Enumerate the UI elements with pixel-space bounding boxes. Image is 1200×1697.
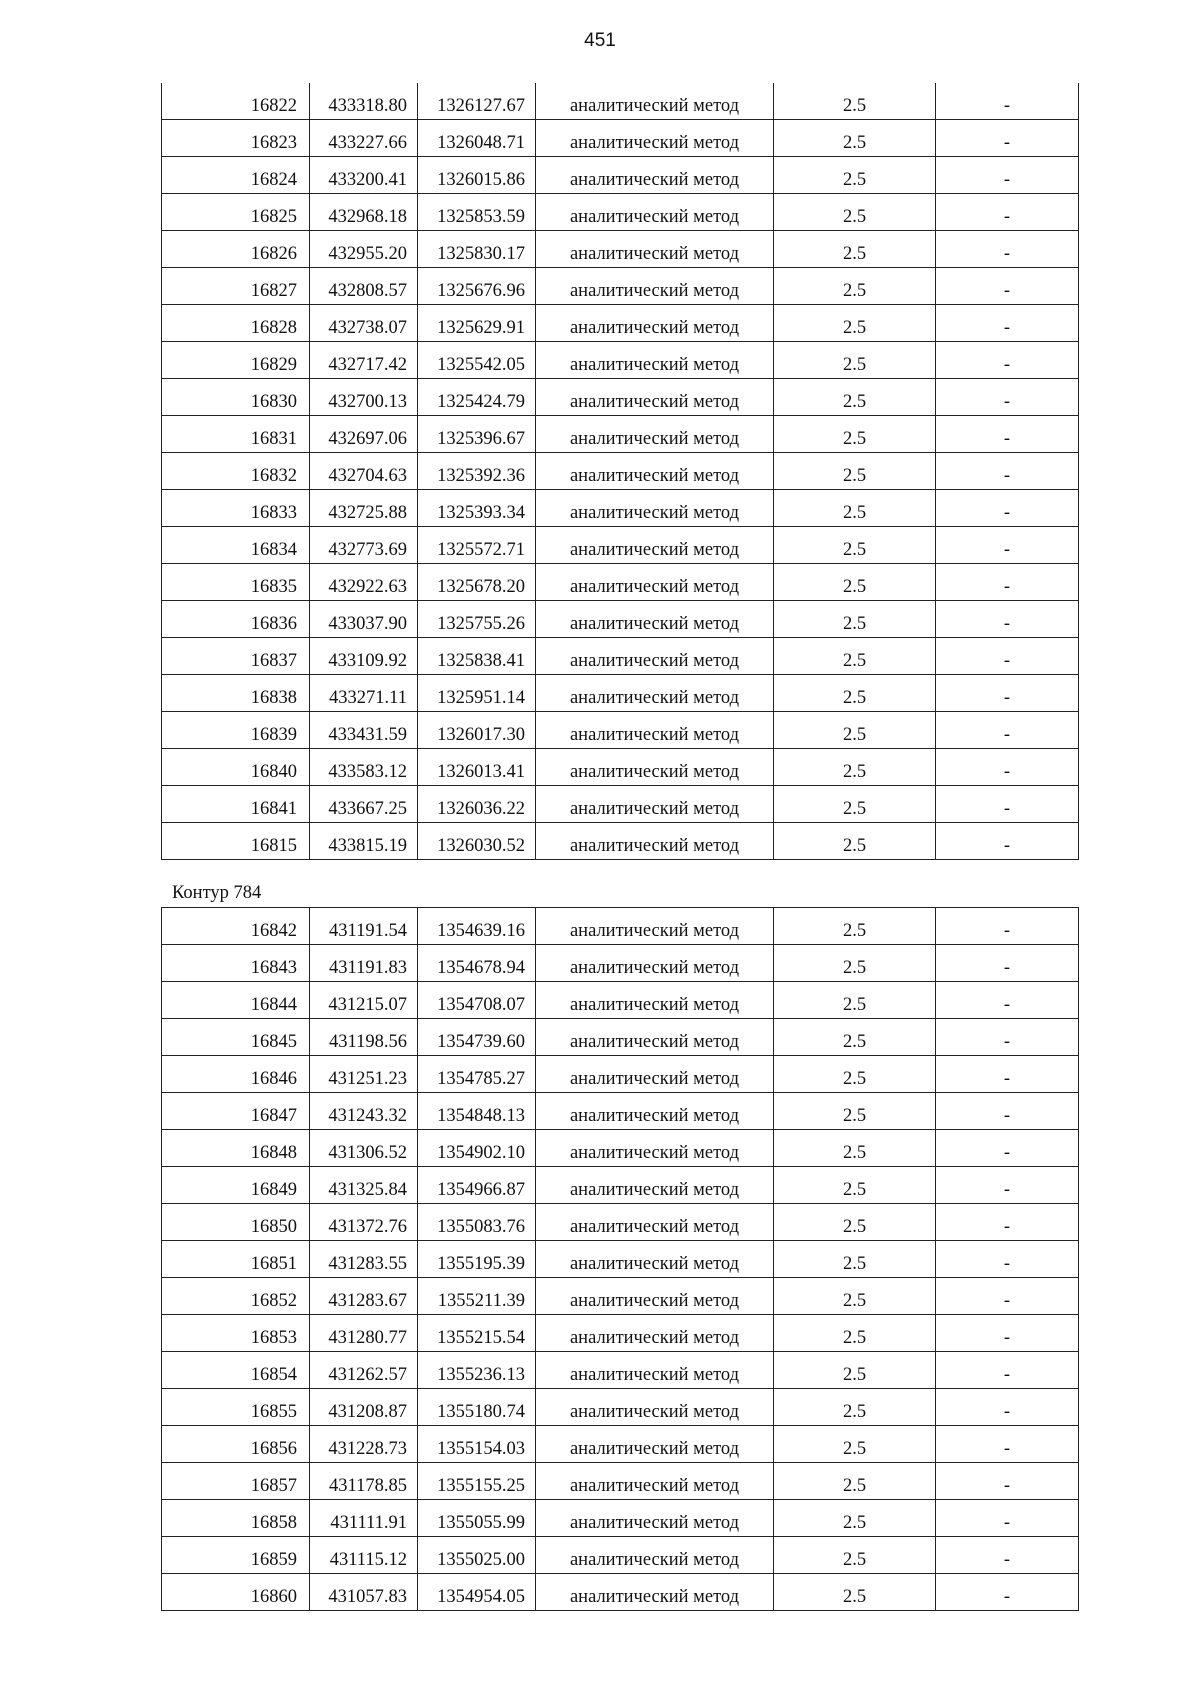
coord-x-cell: 431215.07 <box>310 982 418 1019</box>
table-row <box>162 268 1079 305</box>
note-cell: - <box>936 1241 1079 1278</box>
point-number-cell: 16842 <box>162 908 310 945</box>
method-cell: аналитический метод <box>536 231 774 268</box>
point-number-cell: 16815 <box>162 823 310 860</box>
point-number-cell: 16836 <box>162 601 310 638</box>
accuracy-cell: 2.5 <box>774 564 936 601</box>
coord-y-cell: 1355195.39 <box>418 1241 536 1278</box>
table-row <box>162 1019 1079 1056</box>
coord-y-cell: 1354848.13 <box>418 1093 536 1130</box>
point-number-cell: 16845 <box>162 1019 310 1056</box>
point-number-cell: 16841 <box>162 786 310 823</box>
coord-x-cell: 432922.63 <box>310 564 418 601</box>
point-number-cell: 16823 <box>162 120 310 157</box>
accuracy-cell: 2.5 <box>774 601 936 638</box>
table-row <box>162 601 1079 638</box>
table-row <box>162 305 1079 342</box>
coord-x-cell: 433200.41 <box>310 157 418 194</box>
note-cell: - <box>936 342 1079 379</box>
note-cell: - <box>936 83 1079 120</box>
page-number: 451 <box>584 30 616 51</box>
accuracy-cell: 2.5 <box>774 749 936 786</box>
accuracy-cell: 2.5 <box>774 1537 936 1574</box>
coord-y-cell: 1325392.36 <box>418 453 536 490</box>
note-cell: - <box>936 453 1079 490</box>
coord-x-cell: 431262.57 <box>310 1352 418 1389</box>
accuracy-cell: 2.5 <box>774 453 936 490</box>
coord-x-cell: 432704.63 <box>310 453 418 490</box>
method-cell: аналитический метод <box>536 1093 774 1130</box>
accuracy-cell: 2.5 <box>774 194 936 231</box>
accuracy-cell: 2.5 <box>774 945 936 982</box>
coord-x-cell: 432968.18 <box>310 194 418 231</box>
point-number-cell: 16853 <box>162 1315 310 1352</box>
accuracy-cell: 2.5 <box>774 712 936 749</box>
coord-y-cell: 1355083.76 <box>418 1204 536 1241</box>
method-cell: аналитический метод <box>536 638 774 675</box>
note-cell: - <box>936 786 1079 823</box>
accuracy-cell: 2.5 <box>774 379 936 416</box>
method-cell: аналитический метод <box>536 712 774 749</box>
note-cell: - <box>936 564 1079 601</box>
point-number-cell: 16832 <box>162 453 310 490</box>
coord-y-cell: 1326030.52 <box>418 823 536 860</box>
coord-x-cell: 433583.12 <box>310 749 418 786</box>
coord-x-cell: 431115.12 <box>310 1537 418 1574</box>
coord-y-cell: 1325853.59 <box>418 194 536 231</box>
coord-x-cell: 432955.20 <box>310 231 418 268</box>
point-number-cell: 16848 <box>162 1130 310 1167</box>
note-cell: - <box>936 908 1079 945</box>
accuracy-cell: 2.5 <box>774 1315 936 1352</box>
coord-y-cell: 1325951.14 <box>418 675 536 712</box>
coord-x-cell: 431208.87 <box>310 1389 418 1426</box>
accuracy-cell: 2.5 <box>774 982 936 1019</box>
method-cell: аналитический метод <box>536 1500 774 1537</box>
point-number-cell: 16847 <box>162 1093 310 1130</box>
accuracy-cell: 2.5 <box>774 416 936 453</box>
method-cell: аналитический метод <box>536 305 774 342</box>
coordinates-table-2 <box>161 907 1079 1611</box>
note-cell: - <box>936 1500 1079 1537</box>
accuracy-cell: 2.5 <box>774 1500 936 1537</box>
table-row <box>162 1315 1079 1352</box>
method-cell: аналитический метод <box>536 1130 774 1167</box>
accuracy-cell: 2.5 <box>774 1463 936 1500</box>
accuracy-cell: 2.5 <box>774 908 936 945</box>
table-row <box>162 1537 1079 1574</box>
note-cell: - <box>936 527 1079 564</box>
table-row <box>162 83 1079 120</box>
coord-y-cell: 1325755.26 <box>418 601 536 638</box>
table-row <box>162 823 1079 860</box>
coord-x-cell: 431198.56 <box>310 1019 418 1056</box>
coord-x-cell: 431325.84 <box>310 1167 418 1204</box>
note-cell: - <box>936 231 1079 268</box>
table-row <box>162 1167 1079 1204</box>
accuracy-cell: 2.5 <box>774 1167 936 1204</box>
table-row <box>162 749 1079 786</box>
coord-y-cell: 1326015.86 <box>418 157 536 194</box>
coord-x-cell: 431111.91 <box>310 1500 418 1537</box>
table-row <box>162 638 1079 675</box>
table-row <box>162 908 1079 945</box>
accuracy-cell: 2.5 <box>774 1389 936 1426</box>
note-cell: - <box>936 379 1079 416</box>
coord-y-cell: 1325396.67 <box>418 416 536 453</box>
accuracy-cell: 2.5 <box>774 231 936 268</box>
method-cell: аналитический метод <box>536 564 774 601</box>
coordinates-table-1 <box>161 83 1079 860</box>
coord-x-cell: 432697.06 <box>310 416 418 453</box>
coord-y-cell: 1355215.54 <box>418 1315 536 1352</box>
accuracy-cell: 2.5 <box>774 1574 936 1611</box>
accuracy-cell: 2.5 <box>774 120 936 157</box>
table-row <box>162 1463 1079 1500</box>
coord-y-cell: 1355055.99 <box>418 1500 536 1537</box>
table-row <box>162 120 1079 157</box>
note-cell: - <box>936 675 1079 712</box>
method-cell: аналитический метод <box>536 1204 774 1241</box>
point-number-cell: 16852 <box>162 1278 310 1315</box>
table-row <box>162 157 1079 194</box>
accuracy-cell: 2.5 <box>774 157 936 194</box>
table-row <box>162 1278 1079 1315</box>
method-cell: аналитический метод <box>536 268 774 305</box>
coord-x-cell: 431306.52 <box>310 1130 418 1167</box>
note-cell: - <box>936 1019 1079 1056</box>
table-row <box>162 379 1079 416</box>
accuracy-cell: 2.5 <box>774 675 936 712</box>
coord-x-cell: 432717.42 <box>310 342 418 379</box>
accuracy-cell: 2.5 <box>774 83 936 120</box>
coord-y-cell: 1325572.71 <box>418 527 536 564</box>
coord-x-cell: 433227.66 <box>310 120 418 157</box>
note-cell: - <box>936 1389 1079 1426</box>
coord-y-cell: 1354785.27 <box>418 1056 536 1093</box>
coord-x-cell: 432700.13 <box>310 379 418 416</box>
note-cell: - <box>936 1315 1079 1352</box>
note-cell: - <box>936 601 1079 638</box>
note-cell: - <box>936 749 1079 786</box>
note-cell: - <box>936 157 1079 194</box>
note-cell: - <box>936 1463 1079 1500</box>
point-number-cell: 16828 <box>162 305 310 342</box>
coord-x-cell: 431251.23 <box>310 1056 418 1093</box>
table-row <box>162 945 1079 982</box>
coord-y-cell: 1325424.79 <box>418 379 536 416</box>
note-cell: - <box>936 1426 1079 1463</box>
table-row <box>162 1130 1079 1167</box>
note-cell: - <box>936 1537 1079 1574</box>
method-cell: аналитический метод <box>536 786 774 823</box>
coord-y-cell: 1354708.07 <box>418 982 536 1019</box>
note-cell: - <box>936 1352 1079 1389</box>
method-cell: аналитический метод <box>536 675 774 712</box>
point-number-cell: 16835 <box>162 564 310 601</box>
coord-y-cell: 1355025.00 <box>418 1537 536 1574</box>
method-cell: аналитический метод <box>536 908 774 945</box>
point-number-cell: 16857 <box>162 1463 310 1500</box>
coord-x-cell: 432773.69 <box>310 527 418 564</box>
coord-x-cell: 433271.11 <box>310 675 418 712</box>
note-cell: - <box>936 823 1079 860</box>
accuracy-cell: 2.5 <box>774 527 936 564</box>
coord-y-cell: 1326017.30 <box>418 712 536 749</box>
point-number-cell: 16827 <box>162 268 310 305</box>
method-cell: аналитический метод <box>536 1537 774 1574</box>
coord-y-cell: 1326013.41 <box>418 749 536 786</box>
point-number-cell: 16824 <box>162 157 310 194</box>
note-cell: - <box>936 120 1079 157</box>
note-cell: - <box>936 268 1079 305</box>
table-row <box>162 453 1079 490</box>
method-cell: аналитический метод <box>536 120 774 157</box>
coord-y-cell: 1325393.34 <box>418 490 536 527</box>
method-cell: аналитический метод <box>536 157 774 194</box>
table-row <box>162 1389 1079 1426</box>
method-cell: аналитический метод <box>536 1426 774 1463</box>
accuracy-cell: 2.5 <box>774 342 936 379</box>
note-cell: - <box>936 945 1079 982</box>
point-number-cell: 16851 <box>162 1241 310 1278</box>
coord-y-cell: 1354639.16 <box>418 908 536 945</box>
method-cell: аналитический метод <box>536 1315 774 1352</box>
coord-y-cell: 1326048.71 <box>418 120 536 157</box>
point-number-cell: 16856 <box>162 1426 310 1463</box>
coord-x-cell: 433318.80 <box>310 83 418 120</box>
accuracy-cell: 2.5 <box>774 1130 936 1167</box>
table-row <box>162 231 1079 268</box>
point-number-cell: 16833 <box>162 490 310 527</box>
accuracy-cell: 2.5 <box>774 823 936 860</box>
coord-y-cell: 1325830.17 <box>418 231 536 268</box>
note-cell: - <box>936 638 1079 675</box>
method-cell: аналитический метод <box>536 1019 774 1056</box>
coord-y-cell: 1325838.41 <box>418 638 536 675</box>
coord-x-cell: 431057.83 <box>310 1574 418 1611</box>
point-number-cell: 16838 <box>162 675 310 712</box>
coord-x-cell: 432738.07 <box>310 305 418 342</box>
coord-x-cell: 433431.59 <box>310 712 418 749</box>
table-row <box>162 342 1079 379</box>
coord-x-cell: 431228.73 <box>310 1426 418 1463</box>
method-cell: аналитический метод <box>536 1574 774 1611</box>
method-cell: аналитический метод <box>536 490 774 527</box>
point-number-cell: 16837 <box>162 638 310 675</box>
coord-y-cell: 1354966.87 <box>418 1167 536 1204</box>
method-cell: аналитический метод <box>536 1352 774 1389</box>
point-number-cell: 16844 <box>162 982 310 1019</box>
point-number-cell: 16860 <box>162 1574 310 1611</box>
method-cell: аналитический метод <box>536 1241 774 1278</box>
coord-y-cell: 1354954.05 <box>418 1574 536 1611</box>
table-row <box>162 712 1079 749</box>
point-number-cell: 16846 <box>162 1056 310 1093</box>
table-row <box>162 1204 1079 1241</box>
note-cell: - <box>936 1278 1079 1315</box>
table-row <box>162 1093 1079 1130</box>
point-number-cell: 16843 <box>162 945 310 982</box>
table-row <box>162 1352 1079 1389</box>
coord-y-cell: 1354678.94 <box>418 945 536 982</box>
coord-y-cell: 1325676.96 <box>418 268 536 305</box>
point-number-cell: 16859 <box>162 1537 310 1574</box>
note-cell: - <box>936 712 1079 749</box>
accuracy-cell: 2.5 <box>774 305 936 342</box>
method-cell: аналитический метод <box>536 527 774 564</box>
coord-y-cell: 1354902.10 <box>418 1130 536 1167</box>
accuracy-cell: 2.5 <box>774 638 936 675</box>
method-cell: аналитический метод <box>536 823 774 860</box>
method-cell: аналитический метод <box>536 945 774 982</box>
coord-x-cell: 431280.77 <box>310 1315 418 1352</box>
method-cell: аналитический метод <box>536 194 774 231</box>
point-number-cell: 16829 <box>162 342 310 379</box>
table-row <box>162 490 1079 527</box>
note-cell: - <box>936 194 1079 231</box>
accuracy-cell: 2.5 <box>774 1426 936 1463</box>
point-number-cell: 16831 <box>162 416 310 453</box>
point-number-cell: 16855 <box>162 1389 310 1426</box>
table-row <box>162 982 1079 1019</box>
accuracy-cell: 2.5 <box>774 1278 936 1315</box>
coord-x-cell: 431283.55 <box>310 1241 418 1278</box>
coord-x-cell: 431191.54 <box>310 908 418 945</box>
method-cell: аналитический метод <box>536 83 774 120</box>
accuracy-cell: 2.5 <box>774 1204 936 1241</box>
coord-y-cell: 1355236.13 <box>418 1352 536 1389</box>
coord-y-cell: 1355211.39 <box>418 1278 536 1315</box>
table-row <box>162 1574 1079 1611</box>
coord-y-cell: 1325629.91 <box>418 305 536 342</box>
coord-x-cell: 431372.76 <box>310 1204 418 1241</box>
accuracy-cell: 2.5 <box>774 1019 936 1056</box>
table-row <box>162 675 1079 712</box>
method-cell: аналитический метод <box>536 379 774 416</box>
table-row <box>162 1241 1079 1278</box>
coord-x-cell: 431243.32 <box>310 1093 418 1130</box>
method-cell: аналитический метод <box>536 342 774 379</box>
point-number-cell: 16830 <box>162 379 310 416</box>
method-cell: аналитический метод <box>536 453 774 490</box>
method-cell: аналитический метод <box>536 1463 774 1500</box>
coord-x-cell: 431191.83 <box>310 945 418 982</box>
note-cell: - <box>936 305 1079 342</box>
contour-label: Контур 784 <box>172 883 262 903</box>
method-cell: аналитический метод <box>536 1389 774 1426</box>
table-row <box>162 416 1079 453</box>
coord-x-cell: 432808.57 <box>310 268 418 305</box>
point-number-cell: 16849 <box>162 1167 310 1204</box>
method-cell: аналитический метод <box>536 1167 774 1204</box>
note-cell: - <box>936 490 1079 527</box>
note-cell: - <box>936 1093 1079 1130</box>
table-row <box>162 1426 1079 1463</box>
method-cell: аналитический метод <box>536 416 774 453</box>
note-cell: - <box>936 1574 1079 1611</box>
accuracy-cell: 2.5 <box>774 268 936 305</box>
note-cell: - <box>936 1167 1079 1204</box>
coord-x-cell: 433815.19 <box>310 823 418 860</box>
note-cell: - <box>936 1056 1079 1093</box>
note-cell: - <box>936 982 1079 1019</box>
note-cell: - <box>936 416 1079 453</box>
point-number-cell: 16822 <box>162 83 310 120</box>
method-cell: аналитический метод <box>536 982 774 1019</box>
point-number-cell: 16854 <box>162 1352 310 1389</box>
point-number-cell: 16826 <box>162 231 310 268</box>
accuracy-cell: 2.5 <box>774 1241 936 1278</box>
point-number-cell: 16858 <box>162 1500 310 1537</box>
coord-x-cell: 433667.25 <box>310 786 418 823</box>
method-cell: аналитический метод <box>536 1056 774 1093</box>
method-cell: аналитический метод <box>536 749 774 786</box>
point-number-cell: 16840 <box>162 749 310 786</box>
point-number-cell: 16850 <box>162 1204 310 1241</box>
coord-x-cell: 433037.90 <box>310 601 418 638</box>
coord-y-cell: 1355154.03 <box>418 1426 536 1463</box>
coord-x-cell: 431283.67 <box>310 1278 418 1315</box>
table-row <box>162 527 1079 564</box>
table-row <box>162 786 1079 823</box>
coord-x-cell: 433109.92 <box>310 638 418 675</box>
accuracy-cell: 2.5 <box>774 1056 936 1093</box>
accuracy-cell: 2.5 <box>774 786 936 823</box>
note-cell: - <box>936 1130 1079 1167</box>
accuracy-cell: 2.5 <box>774 490 936 527</box>
coord-y-cell: 1326127.67 <box>418 83 536 120</box>
coord-y-cell: 1325678.20 <box>418 564 536 601</box>
accuracy-cell: 2.5 <box>774 1352 936 1389</box>
table-row <box>162 194 1079 231</box>
coord-y-cell: 1325542.05 <box>418 342 536 379</box>
coord-x-cell: 432725.88 <box>310 490 418 527</box>
coord-x-cell: 431178.85 <box>310 1463 418 1500</box>
coord-y-cell: 1326036.22 <box>418 786 536 823</box>
coord-y-cell: 1355180.74 <box>418 1389 536 1426</box>
point-number-cell: 16834 <box>162 527 310 564</box>
point-number-cell: 16825 <box>162 194 310 231</box>
coord-y-cell: 1354739.60 <box>418 1019 536 1056</box>
point-number-cell: 16839 <box>162 712 310 749</box>
accuracy-cell: 2.5 <box>774 1093 936 1130</box>
method-cell: аналитический метод <box>536 601 774 638</box>
note-cell: - <box>936 1204 1079 1241</box>
method-cell: аналитический метод <box>536 1278 774 1315</box>
table-row <box>162 564 1079 601</box>
table-row <box>162 1500 1079 1537</box>
coord-y-cell: 1355155.25 <box>418 1463 536 1500</box>
table-row <box>162 1056 1079 1093</box>
